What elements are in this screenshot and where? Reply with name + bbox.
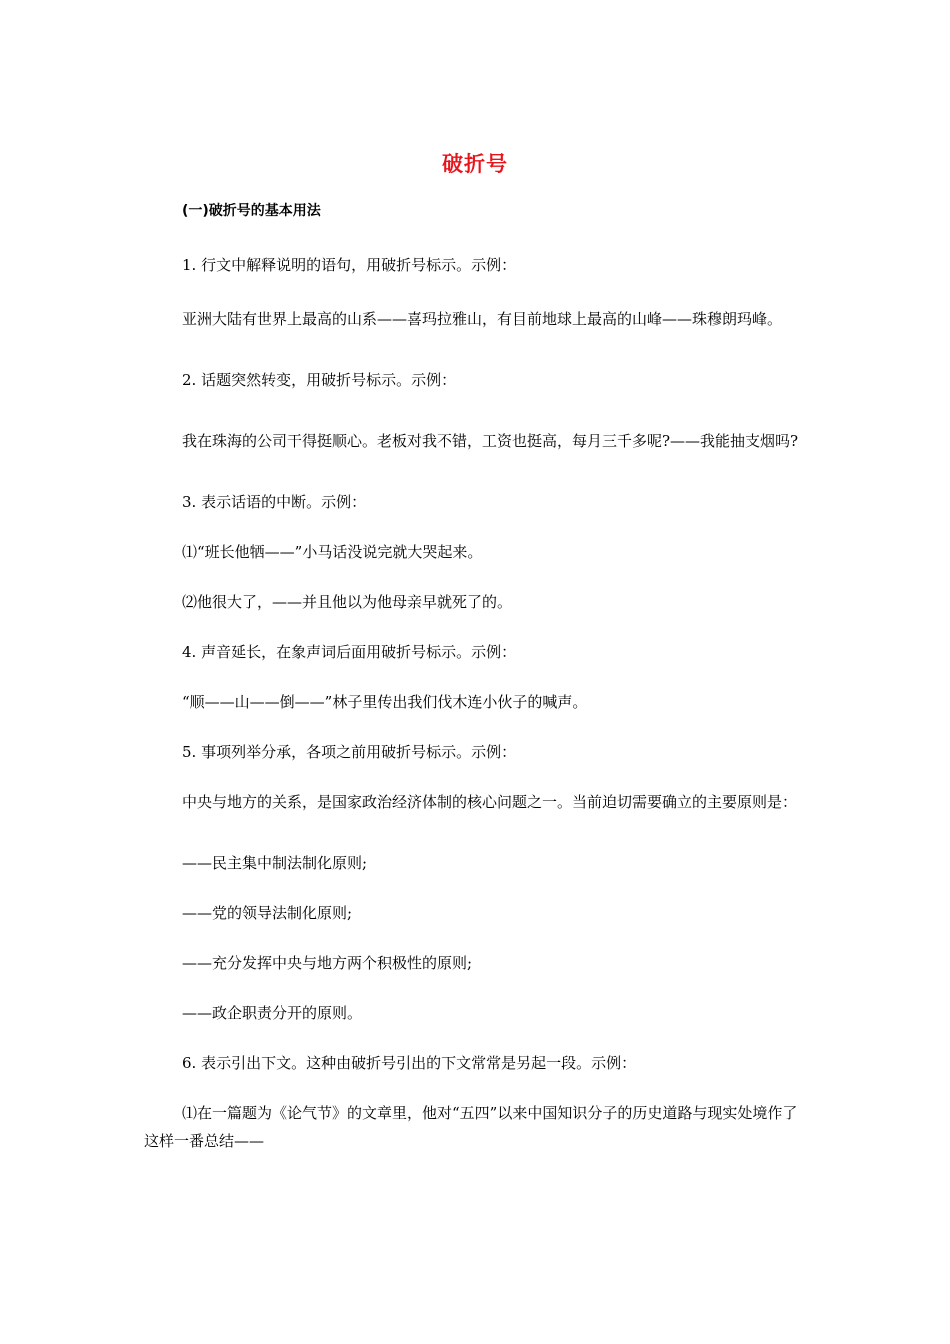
list-item-1: ——民主集中制法制化原则;	[182, 854, 368, 872]
paragraph-5: 3. 表示话语的中断。示例：	[182, 493, 367, 511]
list-item-2: ——党的领导法制化原则;	[182, 904, 353, 922]
paragraph-4: 我在珠海的公司干得挺顺心。老板对我不错，工资也挺高，每月三千多呢?——我能抽支烟吗?	[182, 432, 799, 450]
paragraph-13: ⑴在一篇题为《论气节》的文章里，他对“五四”以来中国知识分子的历史道路与现实处境作了这样一番总结——	[144, 1104, 798, 1150]
paragraph-11: 中央与地方的关系，是国家政治经济体制的核心问题之一。当前迫切需要确立的主要原则是：	[182, 793, 798, 811]
page-title: 破折号	[442, 152, 508, 176]
paragraph-2: 亚洲大陆有世界上最高的山系——喜玛拉雅山，有目前地球上最高的山峰——珠穆朗玛峰。	[182, 310, 783, 328]
paragraph-10: 5. 事项列举分承，各项之前用破折号标示。示例：	[182, 743, 517, 761]
paragraph-7: ⑵他很大了，——并且他以为他母亲早就死了的。	[182, 593, 513, 611]
paragraph-12: 6. 表示引出下文。这种由破折号引出的下文常常是另起一段。示例：	[182, 1054, 637, 1072]
document-body	[144, 197, 808, 1155]
paragraph-6: ⑴“班长他牺——”小马话没说完就大哭起来。	[182, 543, 483, 561]
paragraph-8: 4. 声音延长，在象声词后面用破折号标示。示例：	[182, 643, 517, 661]
paragraph-9: “顺——山——倒——”林子里传出我们伐木连小伙子的喊声。	[182, 693, 588, 711]
list-item-4: ——政企职责分开的原则。	[182, 1004, 363, 1022]
paragraph-3: 2. 话题突然转变，用破折号标示。示例：	[182, 371, 457, 389]
paragraph-1: 1. 行文中解释说明的语句，用破折号标示。示例：	[182, 256, 517, 274]
list-item-3: ——充分发挥中央与地方两个积极性的原则;	[182, 954, 473, 972]
section-heading: (一)破折号的基本用法	[182, 203, 321, 219]
